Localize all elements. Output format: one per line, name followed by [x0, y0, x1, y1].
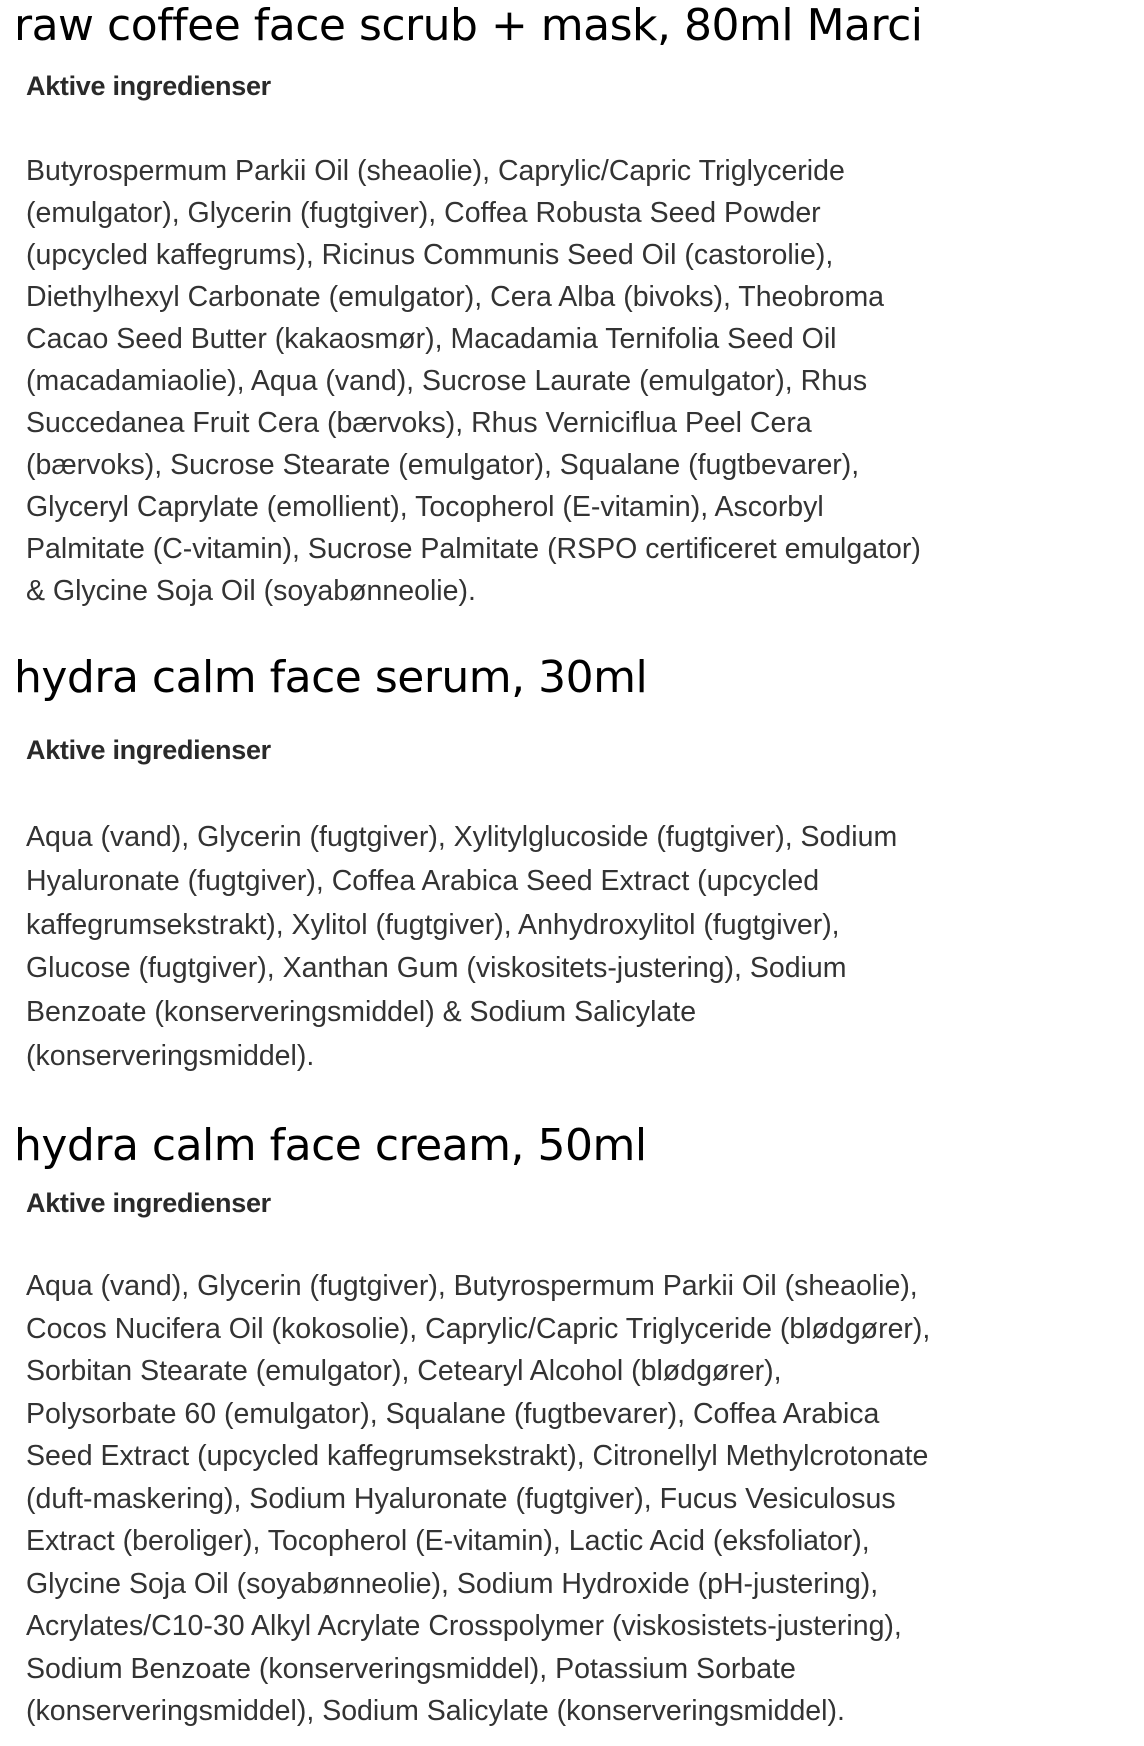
ingredients-line: Acrylates/C10-30 Alkyl Acrylate Crosspolymer (viskosistets-justering), — [26, 1610, 902, 1642]
ingredients-list — [26, 150, 921, 612]
ingredients-line: Glyceryl Caprylate (emollient), Tocopherol (E-vitamin), Ascorbyl — [26, 491, 824, 523]
ingredients-line: Succedanea Fruit Cera (bærvoks), Rhus Verniciflua Peel Cera — [26, 407, 812, 439]
ingredients-line: & Glycine Soja Oil (soyabønneolie). — [26, 575, 476, 607]
ingredients-line: (upcycled kaffegrums), Ricinus Communis Seed Oil (castorolie), — [26, 239, 834, 271]
ingredients-line: (bærvoks), Sucrose Stearate (emulgator), Squalane (fugtbevarer), — [26, 449, 860, 481]
ingredients-line: Aqua (vand), Glycerin (fugtgiver), Butyrospermum Parkii Oil (sheaolie), — [26, 1270, 918, 1302]
ingredients-line: (emulgator), Glycerin (fugtgiver), Coffea Robusta Seed Powder — [26, 197, 821, 229]
ingredients-line: Glycine Soja Oil (soyabønneolie), Sodium Hydroxide (pH-justering), — [26, 1567, 879, 1600]
ingredients-list — [26, 816, 897, 1079]
ingredients-line: Palmitate (C-vitamin), Sucrose Palmitate (RSPO certificeret emulgator) — [26, 533, 921, 565]
ingredients-line: Extract (beroliger), Tocopherol (E-vitamin), Lactic Acid (eksfoliator), — [26, 1525, 870, 1557]
ingredients-line: Seed Extract (upcycled kaffegrumsekstrakt), Citronellyl Methylcrotonate — [26, 1440, 929, 1472]
ingredients-line: Hyaluronate (fugtgiver), Coffea Arabica Seed Extract (upcycled — [26, 864, 820, 897]
ingredients-line: Cocos Nucifera Oil (kokosolie), Caprylic/Capric Triglyceride (blødgører), — [26, 1312, 931, 1345]
ingredients-line: (duft-maskering), Sodium Hyaluronate (fugtgiver), Fucus Vesiculosus — [26, 1482, 896, 1515]
product-title: hydra calm face cream, 50ml — [14, 1120, 647, 1171]
ingredients-heading: Aktive ingredienser — [26, 71, 271, 101]
ingredients-line: Benzoate (konserveringsmiddel) & Sodium Salicylate — [26, 996, 697, 1029]
ingredients-line: Polysorbate 60 (emulgator), Squalane (fugtbevarer), Coffea Arabica — [26, 1397, 880, 1430]
ingredients-heading: Aktive ingredienser — [26, 1188, 271, 1218]
ingredients-line: Sodium Benzoate (konserveringsmiddel), Potassium Sorbate — [26, 1652, 796, 1685]
ingredients-line: (macadamiaolie), Aqua (vand), Sucrose Laurate (emulgator), Rhus — [26, 365, 868, 397]
product-title: raw coffee face scrub + mask, 80ml Marci — [14, 0, 923, 51]
ingredients-line: Glucose (fugtgiver), Xanthan Gum (viskositets-justering), Sodium — [26, 952, 847, 985]
ingredients-line: (konserveringsmiddel). — [26, 1039, 315, 1072]
ingredients-line: (konserveringsmiddel), Sodium Salicylate (konserveringsmiddel). — [26, 1695, 845, 1727]
ingredients-line: Diethylhexyl Carbonate (emulgator), Cera Alba (bivoks), Theobroma — [26, 281, 885, 313]
ingredients-list — [26, 1265, 930, 1733]
product-title: hydra calm face serum, 30ml — [14, 652, 648, 703]
ingredients-line: Butyrospermum Parkii Oil (sheaolie), Caprylic/Capric Triglyceride — [26, 155, 845, 187]
ingredients-line: Aqua (vand), Glycerin (fugtgiver), Xylitylglucoside (fugtgiver), Sodium — [26, 821, 898, 853]
ingredients-line: Cacao Seed Butter (kakaosmør), Macadamia Ternifolia Seed Oil — [26, 323, 837, 355]
ingredients-heading: Aktive ingredienser — [26, 735, 271, 765]
ingredients-line: Sorbitan Stearate (emulgator), Cetearyl Alcohol (blødgører), — [26, 1355, 782, 1387]
ingredients-line: kaffegrumsekstrakt), Xylitol (fugtgiver), Anhydroxylitol (fugtgiver), — [26, 908, 840, 941]
